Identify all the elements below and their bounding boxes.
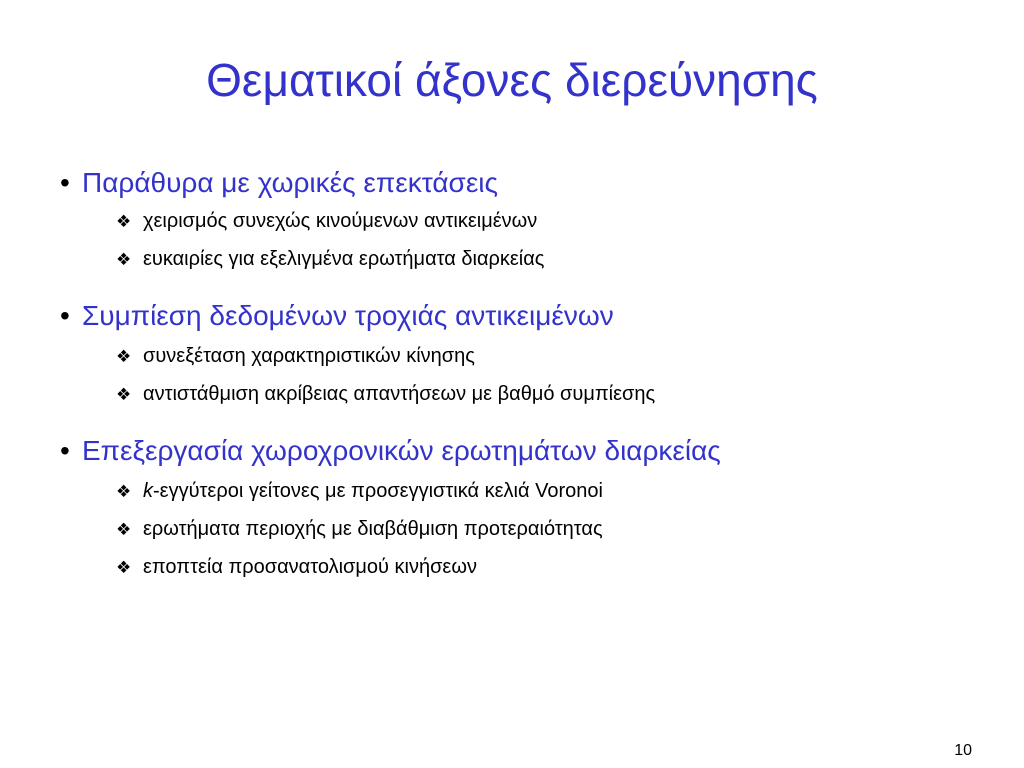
- sub-bullet-text: -εγγύτεροι γείτονες με προσεγγιστικά κελιά Voronoi: [153, 480, 603, 502]
- diamond-bullet-icon: ❖: [116, 520, 132, 540]
- bullet-icon: •: [60, 435, 70, 466]
- bullet-icon: •: [60, 167, 70, 198]
- sub-bullet-text: συνεξέταση χαρακτηριστικών κίνησης: [143, 345, 475, 367]
- sub-bullet-text: αντιστάθμιση ακρίβειας απαντήσεων με βαθμό συμπίεσης: [143, 383, 656, 405]
- diamond-bullet-icon: ❖: [116, 347, 132, 367]
- bullet-icon: •: [60, 300, 70, 331]
- sub-bullet: [116, 555, 477, 580]
- sub-bullet-prefix: k: [143, 480, 153, 502]
- diamond-bullet-icon: ❖: [116, 385, 132, 405]
- diamond-bullet-icon: ❖: [116, 558, 132, 578]
- sub-bullet: [116, 209, 537, 234]
- bullet-heading: [60, 166, 498, 200]
- diamond-bullet-icon: ❖: [116, 212, 132, 232]
- bullet-heading-text: Παράθυρα με χωρικές επεκτάσεις: [82, 167, 499, 198]
- sub-bullet: [116, 517, 603, 542]
- sub-bullet-text: χειρισμός συνεχώς κινούμενων αντικειμένων: [143, 210, 538, 232]
- sub-bullet: [116, 382, 655, 407]
- page-number: 10: [954, 742, 972, 759]
- sub-bullet-text: εποπτεία προσανατολισμού κινήσεων: [143, 556, 477, 578]
- sub-bullet: [116, 247, 544, 272]
- bullet-heading: [60, 299, 614, 333]
- sub-bullet-text: ερωτήματα περιοχής με διαβάθμιση προτεραιότητας: [143, 518, 603, 540]
- diamond-bullet-icon: ❖: [116, 482, 132, 502]
- sub-bullet: [116, 344, 475, 369]
- bullet-heading-text: Επεξεργασία χωροχρονικών ερωτημάτων διαρκείας: [82, 435, 721, 466]
- diamond-bullet-icon: ❖: [116, 250, 132, 270]
- bullet-heading: [60, 434, 721, 468]
- bullet-heading-text: Συμπίεση δεδομένων τροχιάς αντικειμένων: [82, 300, 614, 331]
- sub-bullet-text: ευκαιρίες για εξελιγμένα ερωτήματα διαρκείας: [143, 248, 545, 270]
- sub-bullet: [116, 479, 603, 504]
- slide-title: Θεματικοί άξονες διερεύνησης: [206, 54, 818, 106]
